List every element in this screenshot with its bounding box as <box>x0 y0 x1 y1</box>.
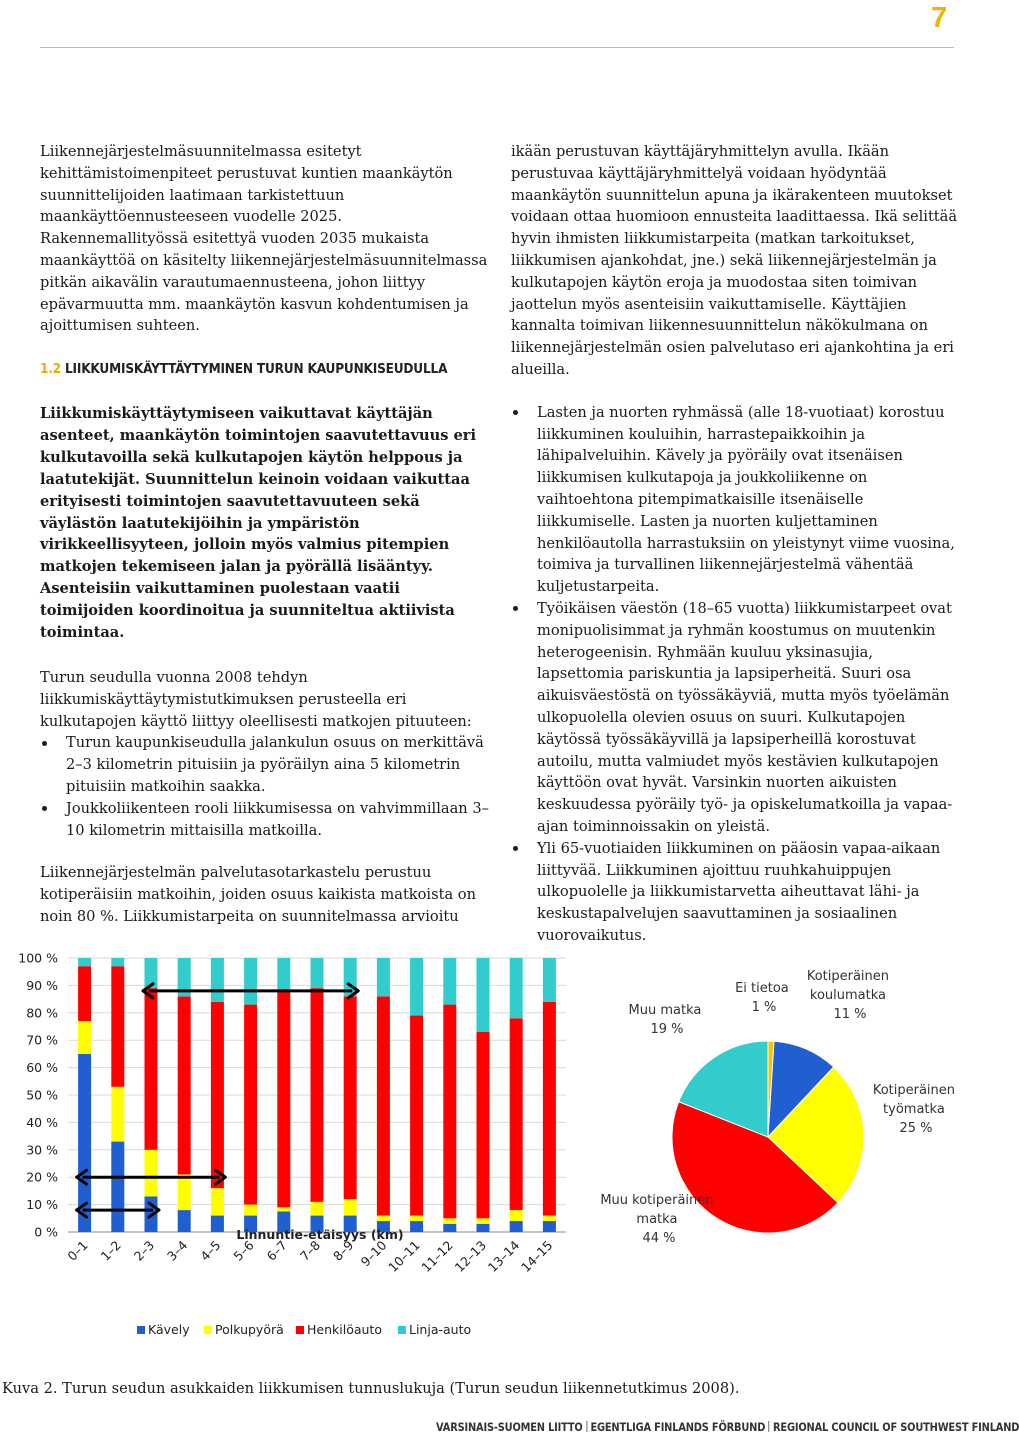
bar-segment <box>211 1002 224 1188</box>
paragraph-travel-survey: Turun seudulla vuonna 2008 tehdyn liikkumiskäyttäytymistutkimuksen perusteella eri kulkutapojen käyttö liittyy oleellisesti matkojen pituuteen: <box>40 668 472 730</box>
footer-separator <box>586 1421 587 1432</box>
bar-segment <box>211 958 224 1002</box>
footer-org-en: REGIONAL COUNCIL OF SOUTHWEST FINLAND <box>773 1421 1019 1434</box>
pie-label-ei-tietoa: Ei tietoa 1 % <box>735 981 789 1015</box>
x-tick-label: 10–11 <box>385 1237 423 1276</box>
y-tick-label: 70 % <box>26 1032 58 1048</box>
bar-segment <box>510 1221 523 1232</box>
bar-segment <box>111 958 124 966</box>
paragraph-age-groups: ikään perustuvan käyttäjäryhmittelyn avulla. Ikään perustuvaa käyttäjäryhmittelyä voidaan hyödyntää maankäytön suunnittelun apuna ja ikärakenteen muutokset voidaan ottaa huomioon ennusteita laadittaessa. Ikä selittää hyvin ihmisten liikkumistarpeita (matkan tarkoitukset, liikkumisen ajankohdat, jne.) sekä liikennejärjestelmän ja kulkutapojen käytön eroja ja muodostaa siten toimivan jaottelun myös asenteisiin vaikuttamiselle. Käyttäjien kannalta toimivan liikennesuunnittelun näkökulmana on liikennejärjestelmän osien palvelutaso eri ajankohtina ja eri alueilla. <box>511 143 958 378</box>
bar-segment <box>244 958 257 1005</box>
legend-label: Henkilöauto <box>307 1322 382 1337</box>
bar-segment <box>311 988 324 1202</box>
bar-segment <box>344 1199 357 1215</box>
bar-segment <box>410 958 423 1016</box>
right-bullet-list <box>511 402 958 947</box>
bar-segment <box>477 958 490 1032</box>
bar-segment <box>211 1188 224 1215</box>
y-tick-label: 50 % <box>26 1087 58 1103</box>
bar-segment <box>244 1205 257 1216</box>
intro-paragraph: Liikennejärjestelmäsuunnitelmassa esitetyt kehittämistoimenpiteet perustuvat kuntien maankäytön suunnittelijoiden laatimaan tarkistettuun maankäyttöennusteeseen vuodelle 2025. Rakennemallityössä esitettyä vuoden 2035 mukaista maankäyttöä on käsitelty liikennejärjestelmäsuunnitelmassa pitkän aikavälin varautumaennusteena, johon liittyy epävarmuutta mm. maankäytön kasvun kohdentumisen ja ajoittumisen suhteen. <box>40 143 488 335</box>
bar-segment <box>510 958 523 1018</box>
bar-segment <box>410 1216 423 1221</box>
bar-segment <box>443 1218 456 1223</box>
x-tick-label: 14–15 <box>518 1237 556 1276</box>
bar-segment <box>277 1207 290 1211</box>
bar-segment <box>78 1021 91 1054</box>
bar-segment <box>477 1032 490 1218</box>
y-tick-label: 0 % <box>34 1224 58 1240</box>
footer-org-fi: VARSINAIS-SUOMEN LIITTO <box>436 1421 583 1434</box>
legend-swatch <box>398 1326 406 1334</box>
x-tick-label: 4–5 <box>197 1237 224 1264</box>
x-tick-label: 12–13 <box>451 1237 490 1276</box>
x-tick-label: 9–10 <box>357 1237 390 1270</box>
legend-label: Kävely <box>148 1322 190 1337</box>
figure-caption: Kuva 2. Turun seudun asukkaiden liikkumisen tunnuslukuja (Turun seudun liikennetutkimus 2008). <box>2 1380 740 1397</box>
stacked-bar-chart <box>0 940 600 1350</box>
bar-segment <box>510 1018 523 1210</box>
bar-segment <box>311 958 324 988</box>
bar-segment <box>410 1016 423 1216</box>
section-heading-text: LIIKKUMISKÄYTTÄYTYMINEN TURUN KAUPUNKISEUDULLA <box>64 362 448 377</box>
x-tick-label: 5–6 <box>230 1237 257 1264</box>
bar-segment <box>477 1224 490 1232</box>
bar-segment <box>145 988 158 1150</box>
y-tick-label: 60 % <box>26 1060 58 1076</box>
right-column <box>511 141 958 947</box>
left-column <box>40 141 492 337</box>
lead-paragraph: Liikkumiskäyttäytymiseen vaikuttavat käyttäjän asenteet, maankäytön toimintojen saavutettavuus eri kulkutavoilla sekä kulkutapojen käytön helppous ja laatutekijät. Suunnittelun keinoin voidaan vaikuttaa erityisesti toimintojen saavutettavuuteen sekä väylästön laatutekijöihin ja ympäristön virikkeellisyyteen, jolloin myös valmius pitempien matkojen tekemiseen jalan ja pyörällä lisääntyy. Asenteisiin vaikuttaminen puolestaan vaatii toimijoiden koordinoitua ja suunniteltua aktiivista toimintaa. <box>40 405 477 642</box>
footer-organisations <box>436 1421 1019 1434</box>
bar-segment <box>477 1218 490 1223</box>
pie-label-koulumatka: Kotiperäinen koulumatka 11 % <box>806 969 890 1022</box>
y-tick-label: 40 % <box>26 1114 58 1130</box>
bar-segment <box>211 1216 224 1232</box>
legend-swatch <box>137 1326 145 1334</box>
pie-label-muu-kotiperainen: Muu kotiperäinen matka 44 % <box>600 1193 714 1246</box>
bar-segment <box>277 991 290 1207</box>
left-bullet-list <box>40 732 492 841</box>
bar-segment <box>377 1216 390 1221</box>
pie-label-tyomatka: Kotiperäinen työmatka 25 % <box>872 1083 956 1136</box>
x-tick-label: 3–4 <box>164 1237 191 1264</box>
legend-swatch <box>296 1326 304 1334</box>
bar-segment <box>78 966 91 1021</box>
bar-segment <box>78 958 91 966</box>
list-item: Turun kaupunkiseudulla jalankulun osuus on merkittävä 2–3 kilometrin pituisiin ja pyöräilyn aina 5 kilometrin pituisiin matkoihin saakka. <box>40 732 492 797</box>
pie-label-muu-matka: Muu matka 19 % <box>628 1003 702 1037</box>
bar-segment <box>377 958 390 996</box>
x-tick-label: 13–14 <box>484 1237 523 1276</box>
paragraph-service-level: Liikennejärjestelmän palvelutasotarkastelu perustuu kotiperäisiin matkoihin, joiden osuus kaikista matkoista on noin 80 %. Liikkumistarpeita on suunnitelmassa arvioitu <box>40 864 476 925</box>
x-axis-title: Linnuntie-etäisyys (km) <box>236 1227 404 1242</box>
section-heading-number: 1.2 <box>40 362 61 377</box>
bar-segment <box>178 996 191 1174</box>
bar-segment <box>111 1142 124 1232</box>
x-tick-label: 6–7 <box>263 1237 290 1264</box>
left-column-body <box>40 403 492 928</box>
bar-segment <box>178 1174 191 1210</box>
bar-segment <box>543 1221 556 1232</box>
y-tick-label: 100 % <box>18 950 58 966</box>
bar-segment <box>111 1087 124 1142</box>
bar-segment <box>377 996 390 1215</box>
y-tick-label: 80 % <box>26 1005 58 1021</box>
footer-separator <box>769 1421 770 1432</box>
page-number: 7 <box>931 2 948 34</box>
bar-segment <box>410 1221 423 1232</box>
bar-segment <box>543 1002 556 1216</box>
x-tick-label: 1–2 <box>97 1237 124 1264</box>
bar-segment <box>510 1210 523 1221</box>
bar-segment <box>244 1005 257 1205</box>
pie-chart <box>580 950 960 1270</box>
bar-segment <box>145 1150 158 1197</box>
bar-segment <box>543 958 556 1002</box>
y-tick-label: 20 % <box>26 1169 58 1185</box>
x-tick-label: 0–1 <box>64 1237 91 1264</box>
bar-segment <box>277 958 290 991</box>
bar-segment <box>443 1005 456 1219</box>
list-item: Joukkoliikenteen rooli liikkumisessa on vahvimmillaan 3–10 kilometrin mittaisilla matkoilla. <box>40 798 492 842</box>
x-tick-label: 8–9 <box>330 1237 357 1264</box>
y-tick-label: 30 % <box>26 1142 58 1158</box>
list-item: Lasten ja nuorten ryhmässä (alle 18-vuotiaat) korostuu liikkuminen kouluihin, harrastepaikkoihin ja lähipalveluihin. Kävely ja pyöräily ovat itsenäisen liikkumisen kulkutapoja ja joukkoliikenne on vaihtoehtona pitempimatkaisille itsenäiselle liikkumiselle. Lasten ja nuorten kuljettaminen henkilöautolla harrastuksiin on yleistynyt viime vuosina, toimiva ja turvallinen liikennejärjestelmä vähentää kuljetustarpeita. <box>511 402 958 598</box>
bar-segment <box>111 966 124 1087</box>
bar-segment <box>543 1216 556 1221</box>
section-heading <box>40 360 472 380</box>
list-item: Yli 65-vuotiaiden liikkuminen on pääosin vapaa-aikaan liittyvää. Liikkuminen ajoittuu ruuhkahuippujen ulkopuolelle ja liikkumistarvetta aiheuttavat lähi- ja keskustapalvelujen saavuttaminen ja sosiaalinen vuorovaikutus. <box>511 838 958 947</box>
list-item: Työikäisen väestön (18–65 vuotta) liikkumistarpeet ovat monipuolisimmat ja ryhmän koostumus on muutenkin heterogeenisin. Ryhmään kuuluu yksinasujia, lapsettomia pariskuntia ja lapsiperheitä. Suuri osa aikuisväestöstä on työssäkäyviä, mutta myös työelämän ulkopuolella olevien osuus on suuri. Kulkutapojen käytössä työssäkäyvillä ja lapsiperheillä korostuvat autoilu, mutta valmiudet myös kestävien kulkutapojen käyttöön ovat hyvät. Varsinkin nuorten aikuisten keskuudessa pyöräily työ- ja opiskelumatkoilla ja vapaa-ajan toiminnoissakin on yleistä. <box>511 598 958 838</box>
x-tick-label: 7–8 <box>296 1237 324 1264</box>
x-tick-label: 2–3 <box>130 1237 158 1264</box>
bar-segment <box>311 1202 324 1216</box>
legend-label: Linja-auto <box>409 1322 472 1337</box>
bar-segment <box>443 1224 456 1232</box>
header-rule <box>40 47 954 48</box>
y-tick-label: 10 % <box>26 1197 58 1213</box>
bar-segment <box>344 996 357 1199</box>
legend-label: Polkupyörä <box>215 1322 284 1337</box>
y-tick-label: 90 % <box>26 977 58 993</box>
legend-swatch <box>204 1326 212 1334</box>
bar-segment <box>443 958 456 1005</box>
footer-org-sv: EGENTLIGA FINLANDS FÖRBUND <box>590 1421 766 1434</box>
x-tick-label: 11–12 <box>418 1237 456 1276</box>
bar-segment <box>178 1210 191 1232</box>
